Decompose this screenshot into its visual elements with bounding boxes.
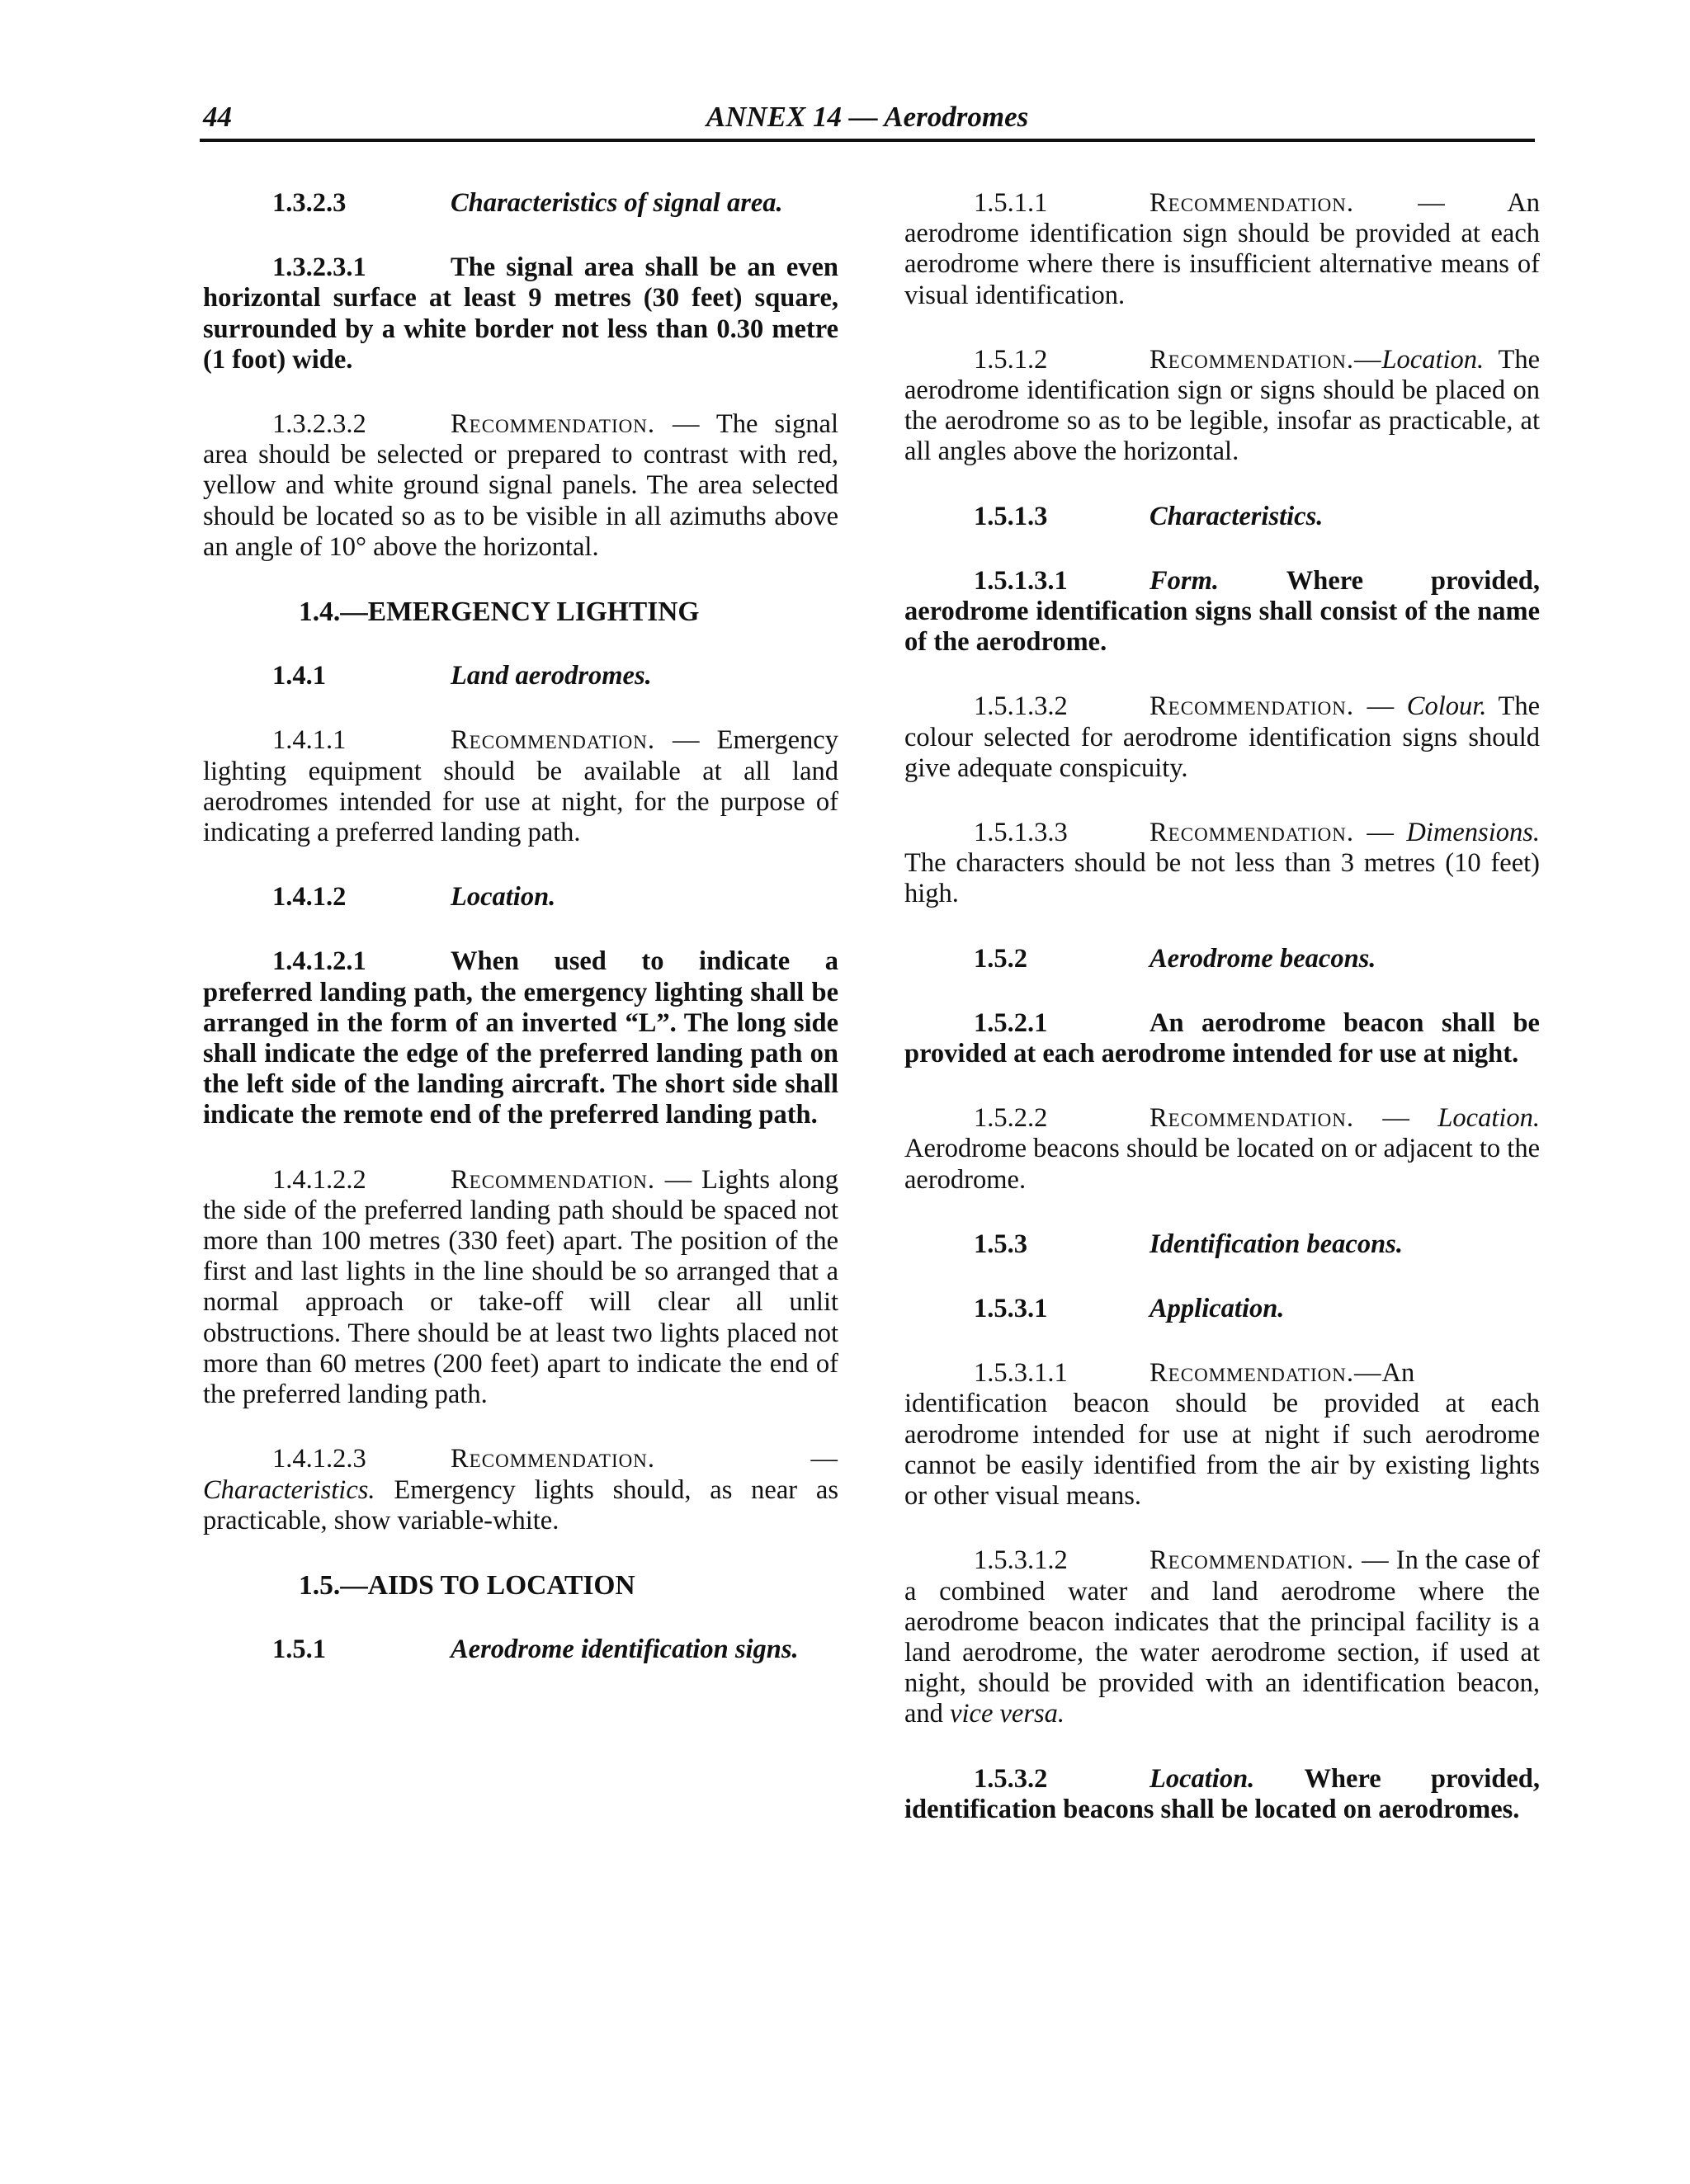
recommendation-1-4-1-2-2 [203, 1165, 838, 1411]
para-title: Aerodrome identification signs. [451, 1634, 799, 1665]
recommendation-topic: Location. [1381, 344, 1485, 375]
para-text: The signal area should be selected or prepared to contrast with red, yellow and white ground signal panels. The area selected should be located so as to be visible in all azimuths above an angle of 10° above the horizontal. [203, 409, 838, 562]
para-title: Characteristics of signal area. [451, 188, 783, 218]
para-text: The aerodrome identification sign or signs should be placed on the aerodrome so as to be legible, insofar as practicable, at all angles above the horizontal. [904, 344, 1540, 467]
para-number: 1.5.1 [272, 1634, 326, 1665]
para-text: The characters should be not less than 3 metres (10 feet) high. [904, 848, 1540, 909]
para-title: Characteristics. [1149, 501, 1324, 531]
section-1-5-1 [203, 1634, 838, 1665]
para-number: 1.5.3.1 [974, 1294, 1048, 1324]
para-number: 1.5.1.3.3 [974, 818, 1068, 848]
recommendation-1-4-1-1 [203, 725, 838, 848]
recommendation-topic: Characteristics. [203, 1474, 375, 1505]
para-text: An aerodrome identification sign should be provided at each aerodrome where there is insufficient alternative means of visual identification. [904, 188, 1540, 310]
recommendation-label: Recommendation. — [451, 1164, 693, 1195]
para-number: 1.3.2.3.1 [272, 252, 366, 283]
recommendation-label: Recommendation. — [451, 409, 701, 440]
para-text: In the case of a combined water and land aerodrome where the aerodrome beacon indicates that the principal facility is a land aerodrome, the water aerodrome section, if used at night, should be provided with an identification beacon, and [904, 1545, 1541, 1729]
para-number: 1.5.1.1 [974, 188, 1048, 218]
para-number: 1.4.1.2 [272, 882, 347, 913]
para-number: 1.4.1.2.1 [272, 946, 366, 977]
recommendation-1-5-1-3-3 [904, 818, 1540, 910]
para-text: Where provided, identification beacons shall be located on aerodromes. [904, 1763, 1541, 1824]
para-number: 1.3.2.3.2 [272, 409, 366, 440]
recommendation-1-5-3-1-2 [904, 1545, 1540, 1729]
para-title: Land aerodromes. [451, 661, 652, 691]
standard-1-4-1-2-1 [203, 946, 838, 1130]
para-italic-text: vice versa. [950, 1699, 1065, 1729]
section-1-3-2-3 [203, 188, 838, 219]
section-1-5-3 [904, 1229, 1540, 1260]
para-number: 1.5.2.1 [974, 1007, 1048, 1038]
para-title: Form. [1149, 565, 1219, 596]
para-text: When used to indicate a preferred landing path, the emergency lighting shall be arranged in the form of an inverted “L”. The long side shall indicate the edge of the preferred landing path on the left side of the landing aircraft. The short side shall indicate the remote end of the preferred landing path. [203, 946, 838, 1130]
para-text: Emergency lights should, as near as practicable, show variable-white. [203, 1474, 839, 1535]
recommendation-label: Recommendation. — [1149, 1545, 1390, 1576]
para-number: 1.5.3.2 [974, 1763, 1048, 1794]
recommendation-1-5-1-2 [904, 345, 1540, 468]
recommendation-1-5-1-1 [904, 188, 1540, 311]
recommendation-label: Recommendation.— [1149, 344, 1382, 375]
recommendation-topic: Colour. [1406, 691, 1487, 722]
recommendation-label: Recommendation. — [451, 725, 701, 756]
recommendation-1-5-2-2 [904, 1103, 1540, 1196]
recommendation-label: Recommendation. — [1149, 1103, 1410, 1134]
recommendation-topic: Dimensions. [1406, 818, 1541, 848]
para-number: 1.4.1.1 [272, 725, 347, 756]
recommendation-label: Recommendation. — [451, 1444, 838, 1474]
section-heading-1-4: 1.4.—EMERGENCY LIGHTING [299, 597, 700, 628]
para-number: 1.3.2.3 [272, 188, 347, 218]
para-text: Lights along the side of the preferred landing path should be spaced not more than 100 metres (330 feet) apart. The position of the first and last lights in the line should be so arranged that a normal approach or take-off will clear all unlit obstructions. There should be at least two lights placed not more than 60 metres (200 feet) apart to indicate the end of the preferred landing path. [203, 1164, 839, 1410]
para-text: The signal area shall be an even horizontal surface at least 9 metres (30 feet) square, surrounded by a white border not less than 0.30 metre (1 foot) wide. [203, 252, 838, 375]
section-1-4-1 [203, 661, 838, 691]
para-number: 1.5.1.2 [974, 344, 1048, 375]
para-title: Location. [1149, 1763, 1255, 1794]
para-text: An identification beacon should be provided at each aerodrome intended for use at night if such aerodrome cannot be easily identified from the air by existing lights or other visual means. [904, 1358, 1540, 1512]
para-number: 1.5.1.3 [974, 501, 1048, 531]
standard-1-5-3-2 [904, 1764, 1540, 1825]
recommendation-1-5-1-3-2 [904, 691, 1540, 784]
para-number: 1.4.1.2.2 [272, 1164, 366, 1195]
para-title: Identification beacons. [1149, 1229, 1403, 1259]
para-text: The colour selected for aerodrome identification signs should give adequate conspicuity. [904, 691, 1540, 783]
section-1-4-1-2 [203, 882, 838, 913]
para-number: 1.5.2.2 [974, 1103, 1048, 1134]
para-number: 1.5.1.3.1 [974, 565, 1068, 596]
para-number: 1.5.2 [974, 943, 1027, 974]
para-number: 1.5.3.1.2 [974, 1545, 1068, 1576]
section-1-5-3-1 [904, 1294, 1540, 1324]
standard-1-3-2-3-1 [203, 252, 838, 375]
standard-1-5-1-3-1 [904, 566, 1540, 658]
section-1-5-2 [904, 944, 1540, 974]
recommendation-label: Recommendation. — [1149, 691, 1395, 722]
para-title: Aerodrome beacons. [1149, 943, 1376, 974]
page-header [200, 101, 1535, 142]
para-number: 1.5.3.1.1 [974, 1358, 1068, 1389]
recommendation-label: Recommendation.— [1149, 1358, 1382, 1389]
recommendation-1-4-1-2-3 [203, 1444, 838, 1536]
recommendation-label: Recommendation. — [1149, 818, 1395, 848]
para-number: 1.5.3 [974, 1229, 1027, 1259]
recommendation-1-3-2-3-2 [203, 409, 838, 563]
recommendation-1-5-3-1-1 [904, 1358, 1540, 1512]
para-text: Where provided, aerodrome identification signs shall consist of the name of the aerodrome. [904, 565, 1541, 658]
page-number: 44 [203, 101, 232, 133]
para-text: An aerodrome beacon shall be provided at each aerodrome intended for use at night. [904, 1007, 1540, 1069]
para-text: Aerodrome beacons should be located on or adjacent to the aerodrome. [904, 1134, 1540, 1195]
section-heading-1-5: 1.5.—AIDS TO LOCATION [299, 1569, 635, 1601]
left-column [203, 188, 838, 1699]
para-title: Location. [451, 882, 556, 913]
right-column [904, 188, 1540, 1859]
standard-1-5-2-1 [904, 1008, 1540, 1069]
para-number: 1.4.1 [272, 661, 326, 691]
recommendation-topic: Location. [1437, 1103, 1540, 1134]
para-text: Emergency lighting equipment should be available at all land aerodromes intended for use at night, for the purpose of indicating a preferred landing path. [203, 725, 838, 848]
para-number: 1.4.1.2.3 [272, 1444, 366, 1474]
para-title: Application. [1149, 1294, 1285, 1324]
recommendation-label: Recommendation. — [1149, 188, 1446, 218]
para-number: 1.5.1.3.2 [974, 691, 1068, 722]
section-1-5-1-3 [904, 502, 1540, 532]
running-title: ANNEX 14 — Aerodromes [706, 101, 1029, 133]
